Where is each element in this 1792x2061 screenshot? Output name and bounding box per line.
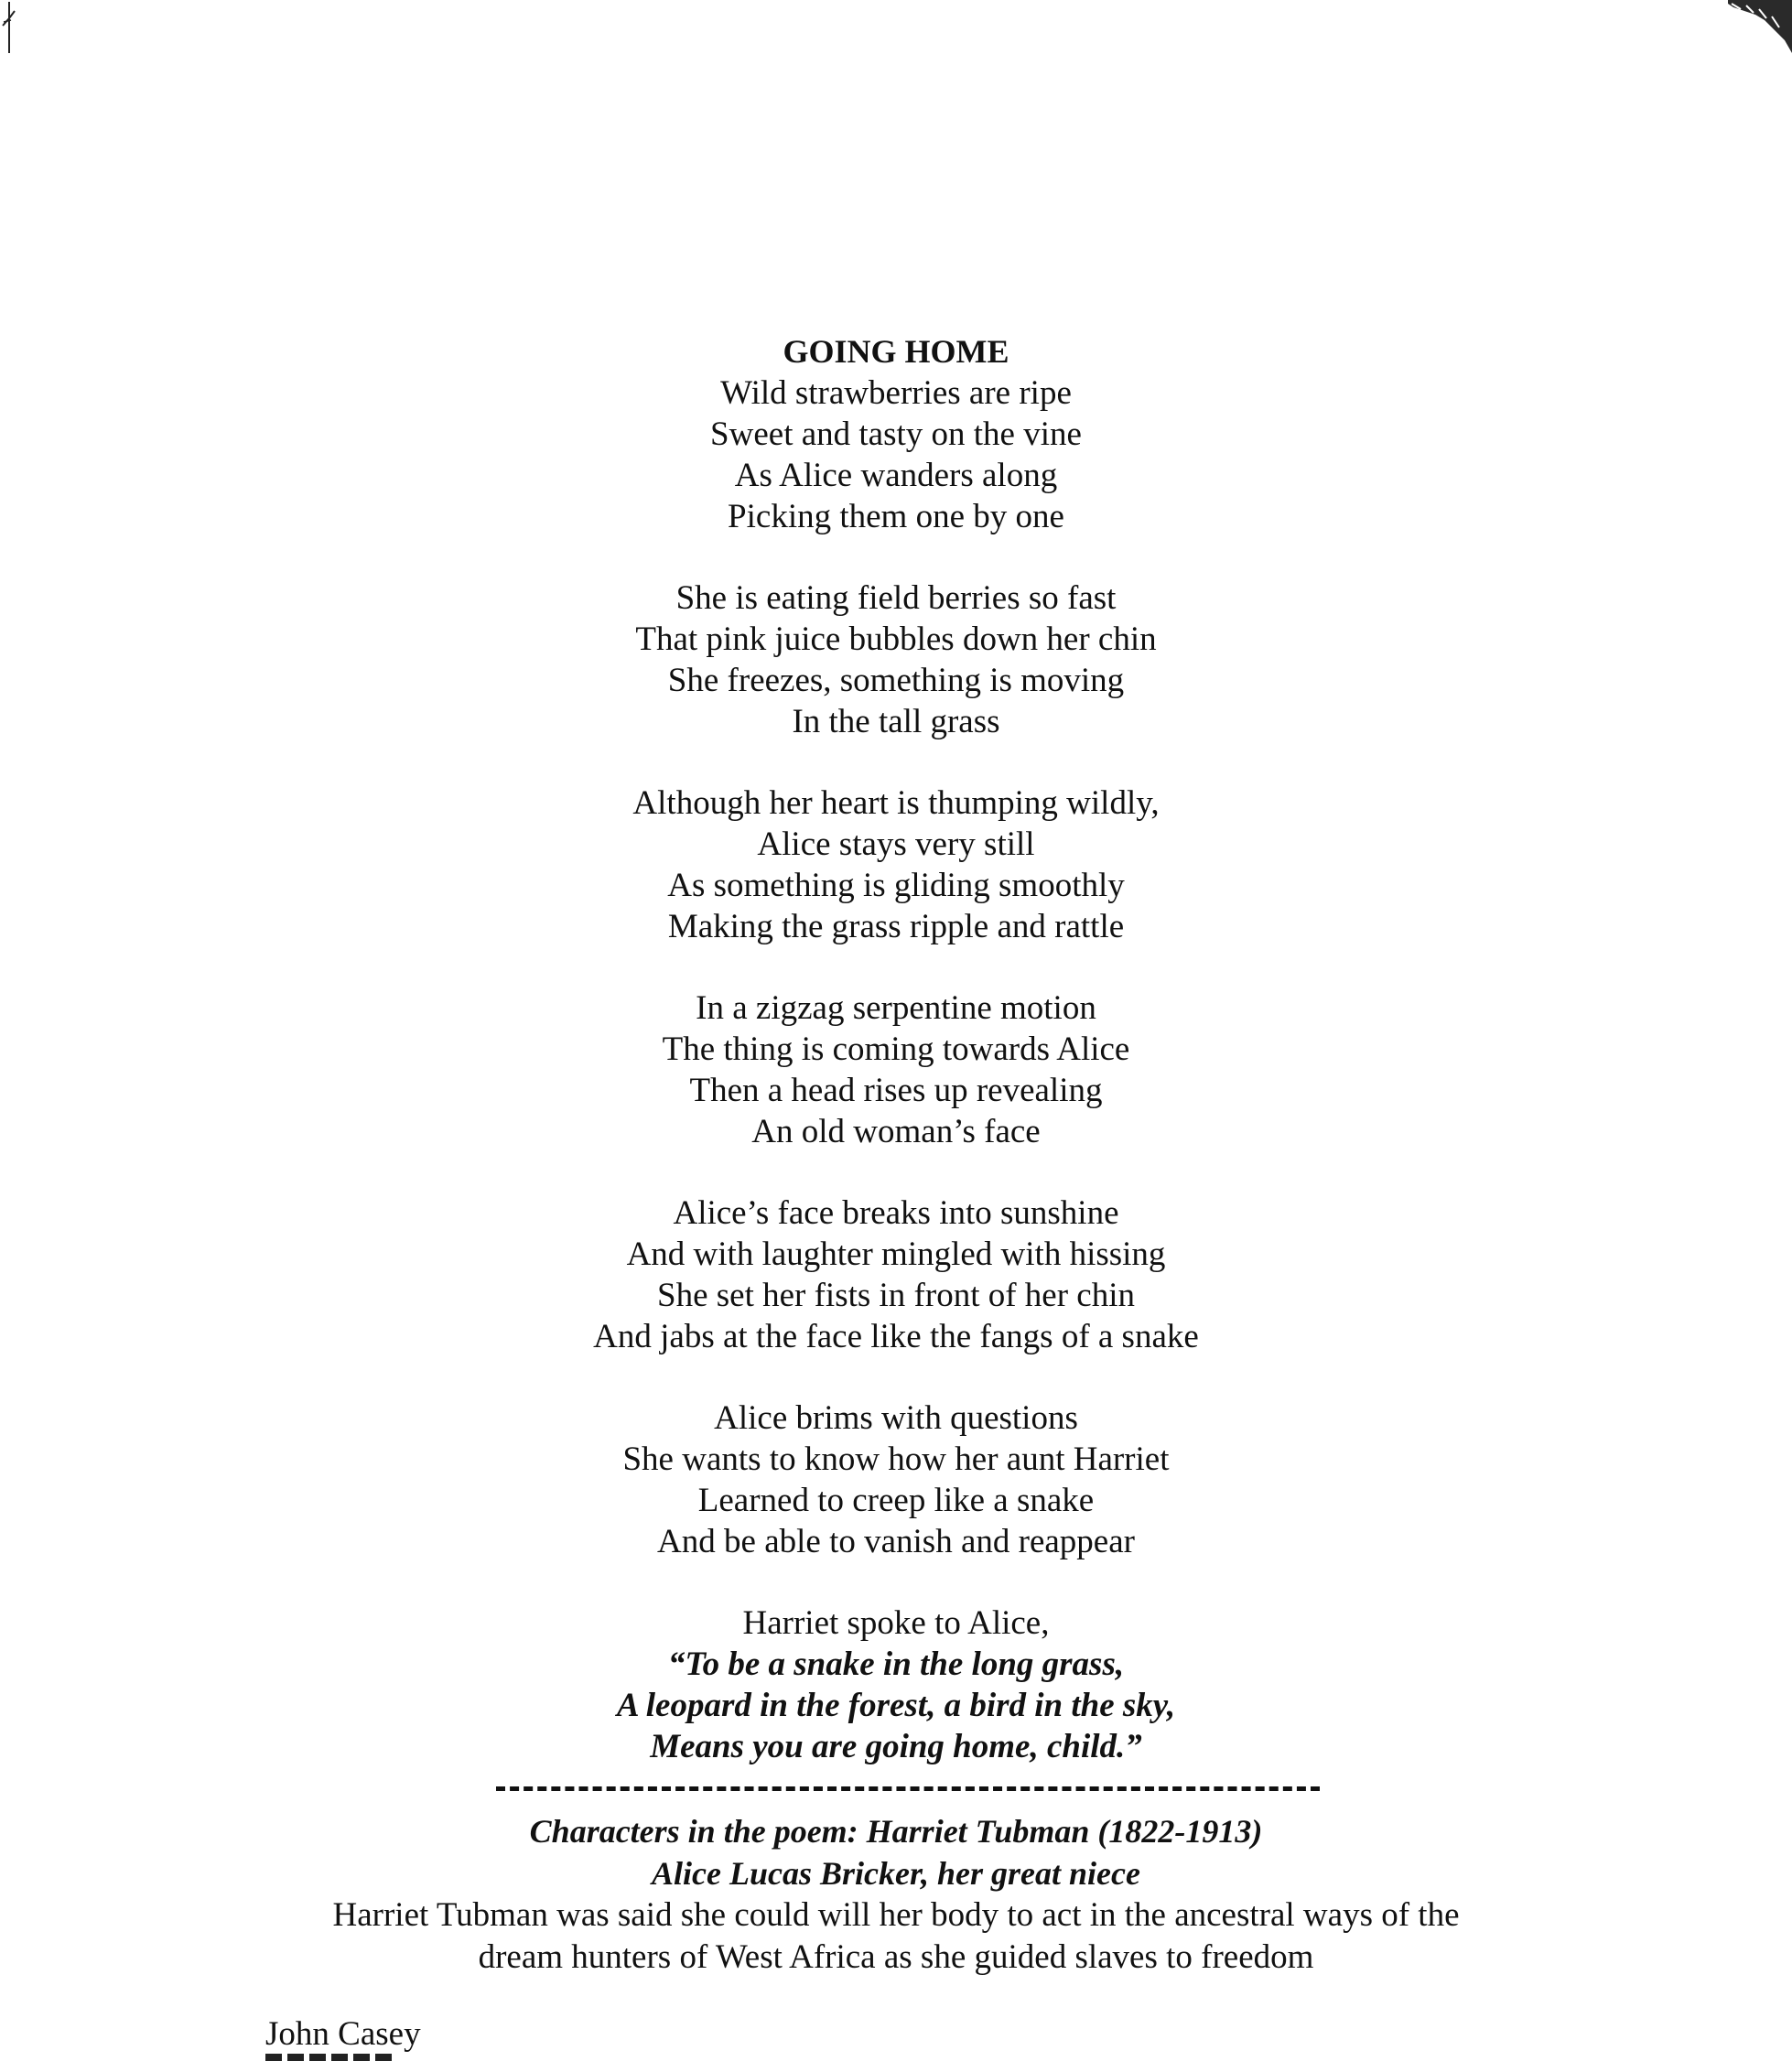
poem-line: She wants to know how her aunt Harriet (622, 1441, 1170, 1478)
stanza-5 (0, 1192, 1792, 1357)
cropped-text-fragment (265, 2050, 421, 2061)
poem-line: And with laughter mingled with hissing (626, 1236, 1166, 1273)
dashed-divider (496, 1786, 1320, 1791)
poem-notes (0, 1810, 1792, 1979)
stanza-3 (0, 782, 1792, 947)
characters-line: Characters in the poem: Harriet Tubman (1822-1913) (529, 1813, 1263, 1850)
poem-line: Wild strawberries are ripe (720, 374, 1072, 412)
stanza-2 (0, 577, 1792, 742)
poem-line: Alice brims with questions (714, 1399, 1078, 1437)
scan-edge-mark-left (0, 0, 20, 55)
poem-line: Making the grass ripple and rattle (667, 908, 1125, 945)
explanation-line: Harriet Tubman was said she could will her body to act in the ancestral ways of the (332, 1896, 1460, 1934)
poem-line: She freezes, something is moving (667, 662, 1125, 699)
poem-line: As Alice wanders along (734, 457, 1058, 494)
poem-line: Although her heart is thumping wildly, (632, 784, 1160, 822)
author-name: John Casey (265, 2015, 421, 2053)
stanza-4 (0, 987, 1792, 1152)
poem-line: Sweet and tasty on the vine (710, 415, 1082, 453)
stanza-1 (0, 372, 1792, 537)
poem-title: GOING HOME (783, 333, 1009, 370)
poem (0, 331, 1792, 1767)
poem-line: The thing is coming towards Alice (662, 1030, 1130, 1068)
poem-line: Alice stays very still (757, 825, 1035, 863)
poem-line: Learned to creep like a snake (697, 1482, 1095, 1519)
poem-line: She is eating field berries so fast (675, 579, 1117, 617)
poem-line: As something is gliding smoothly (667, 867, 1125, 904)
poem-line: An old woman’s face (751, 1113, 1041, 1150)
poem-line: And be able to vanish and reappear (657, 1523, 1135, 1560)
stanza-7 (0, 1602, 1792, 1767)
poem-line: Harriet spoke to Alice, (742, 1604, 1050, 1642)
quote-line: Means you are going home, child.” (650, 1728, 1142, 1765)
poem-line: In a zigzag serpentine motion (696, 989, 1096, 1027)
poem-line: That pink juice bubbles down her chin (635, 620, 1157, 658)
poem-line: In the tall grass (792, 703, 1000, 740)
poem-line: And jabs at the face like the fangs of a snake (593, 1318, 1199, 1355)
poem-line: Alice’s face breaks into sunshine (673, 1194, 1119, 1232)
poem-line: She set her fists in front of her chin (657, 1277, 1135, 1314)
quote-line: A leopard in the forest, a bird in the sky, (616, 1687, 1176, 1724)
scan-edge-mark-right (1700, 0, 1792, 55)
stanza-6 (0, 1397, 1792, 1562)
poem-line: Then a head rises up revealing (689, 1072, 1103, 1109)
niece-line: Alice Lucas Bricker, her great niece (652, 1855, 1140, 1892)
explanation-line: dream hunters of West Africa as she guided slaves to freedom (478, 1938, 1314, 1976)
poem-line: Picking them one by one (728, 498, 1064, 535)
quote-line: “To be a snake in the long grass, (667, 1646, 1125, 1683)
